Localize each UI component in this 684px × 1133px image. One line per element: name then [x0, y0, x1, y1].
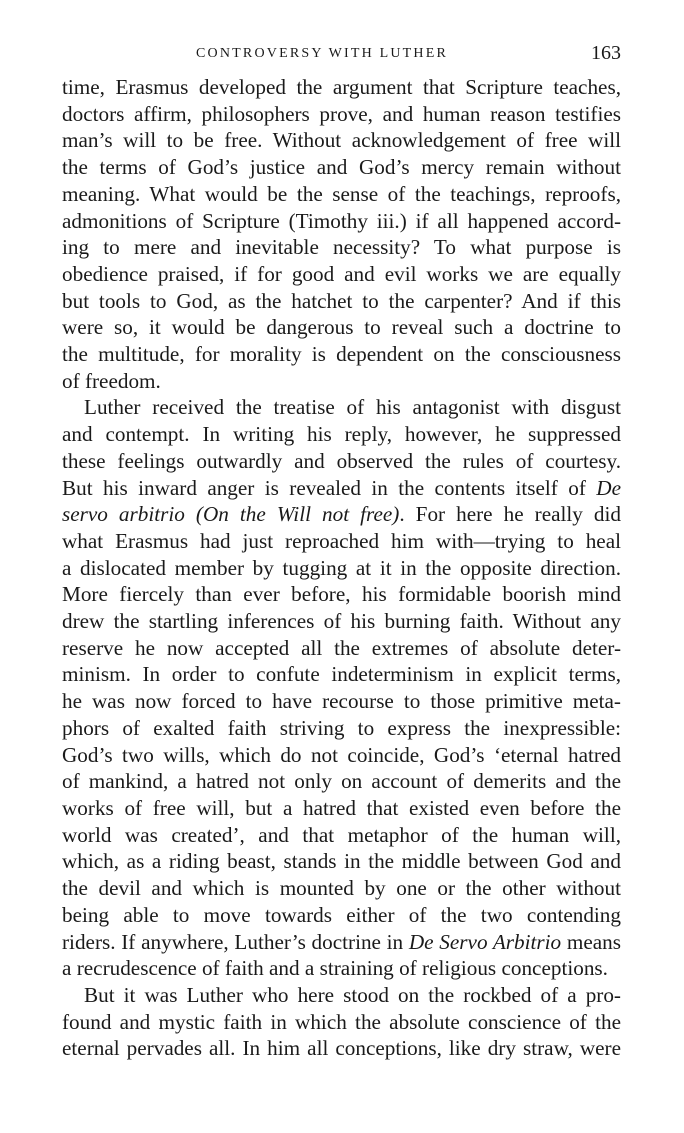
text-segment: riders. If anywhere, Luther’s doctrine in [62, 929, 404, 954]
text-line: ing to mere and inevitable necessity? To what purpose is [62, 235, 621, 260]
text-line: were so, it would be dangerous to reveal such a doctrine to [62, 315, 621, 340]
text-line: God’s two wills, which do not coincide, God’s ‘eternal hatred [62, 742, 621, 767]
text-line: man’s will to be free. Without acknowledgement of free will [62, 128, 621, 153]
text-line: a recrudescence of faith and a straining of religious conceptions. [62, 956, 608, 981]
running-head [62, 0, 621, 74]
text-line: the multitude, for morality is dependent on the consciousness [62, 342, 621, 367]
text-line: phors of exalted faith striving to express the inexpressible: [62, 715, 621, 740]
text-line: these feelings outwardly and observed the rules of courtesy. [62, 448, 621, 473]
text-line: of mankind, a hatred not only on account of demerits and the [62, 769, 621, 794]
text-line: a dislocated member by tugging at it in the opposite direction. [62, 555, 621, 580]
text-line: eternal pervades all. In him all conceptions, like dry straw, were [62, 1036, 621, 1061]
text-line: But it was Luther who here stood on the rockbed of a pro- [84, 982, 621, 1007]
paragraph-erasmus-argument [62, 74, 621, 394]
text-line: the devil and which is mounted by one or the other without [62, 876, 621, 901]
running-title: CONTROVERSY WITH LUTHER [196, 46, 449, 61]
text-line: More fiercely than ever before, his formidable boorish mind [62, 582, 621, 607]
paragraph-luther-reply [62, 394, 621, 981]
book-page [62, 0, 621, 1062]
text-line: and contempt. In writing his reply, however, he suppressed [62, 422, 621, 447]
text-line: Luther received the treatise of his antagonist with disgust [84, 395, 621, 420]
page-number: 163 [591, 42, 621, 64]
text-line: but tools to God, as the hatchet to the carpenter? And if this [62, 288, 621, 313]
book-title-de-servo-arbitrio: De Servo Arbitrio [408, 929, 562, 954]
text-line: doctors affirm, philosophers prove, and human reason testifies [62, 101, 621, 126]
text-line: what Erasmus had just reproached him with—trying to heal [62, 528, 621, 553]
text-line: reserve he now accepted all the extremes of absolute deter- [62, 635, 621, 660]
text-segment: . For here he really did [399, 502, 622, 527]
text-line: admonitions of Scripture (Timothy iii.) if all happened accord- [62, 208, 621, 233]
body-text [62, 74, 621, 1062]
text-line: found and mystic faith in which the absolute conscience of the [62, 1009, 621, 1034]
text-line [62, 929, 621, 956]
text-line: works of free will, but a hatred that existed even before the [62, 795, 621, 820]
text-line: being able to move towards either of the two contending [62, 902, 621, 927]
text-line: time, Erasmus developed the argument that Scripture teaches, [62, 75, 621, 99]
paragraph-luther-rockbed [62, 982, 621, 1062]
text-line: drew the startling inferences of his burning faith. Without any [62, 609, 621, 634]
text-line: of freedom. [62, 368, 161, 393]
text-segment: means [561, 929, 621, 954]
text-line: obedience praised, if for good and evil works we are equally [62, 261, 621, 286]
text-line: minism. In order to confute indeterminism in explicit terms, [62, 662, 621, 687]
text-line: the terms of God’s justice and God’s mercy remain without [62, 155, 621, 180]
book-title-servo-arbitrio: servo arbitrio [62, 502, 185, 527]
book-title-translation: (On the Will not free) [195, 502, 400, 527]
text-line: meaning. What would be the sense of the teachings, reproofs, [62, 181, 621, 206]
text-line: world was created’, and that metaphor of the human will, [62, 822, 621, 847]
text-line: he was now forced to have recourse to those primitive meta- [62, 689, 621, 714]
text-line [62, 475, 621, 502]
book-title-de: De [596, 475, 622, 500]
text-line: which, as a riding beast, stands in the middle between God and [62, 849, 621, 874]
text-line [62, 501, 621, 528]
text-segment: But his inward anger is revealed in the contents itself of [62, 475, 586, 500]
